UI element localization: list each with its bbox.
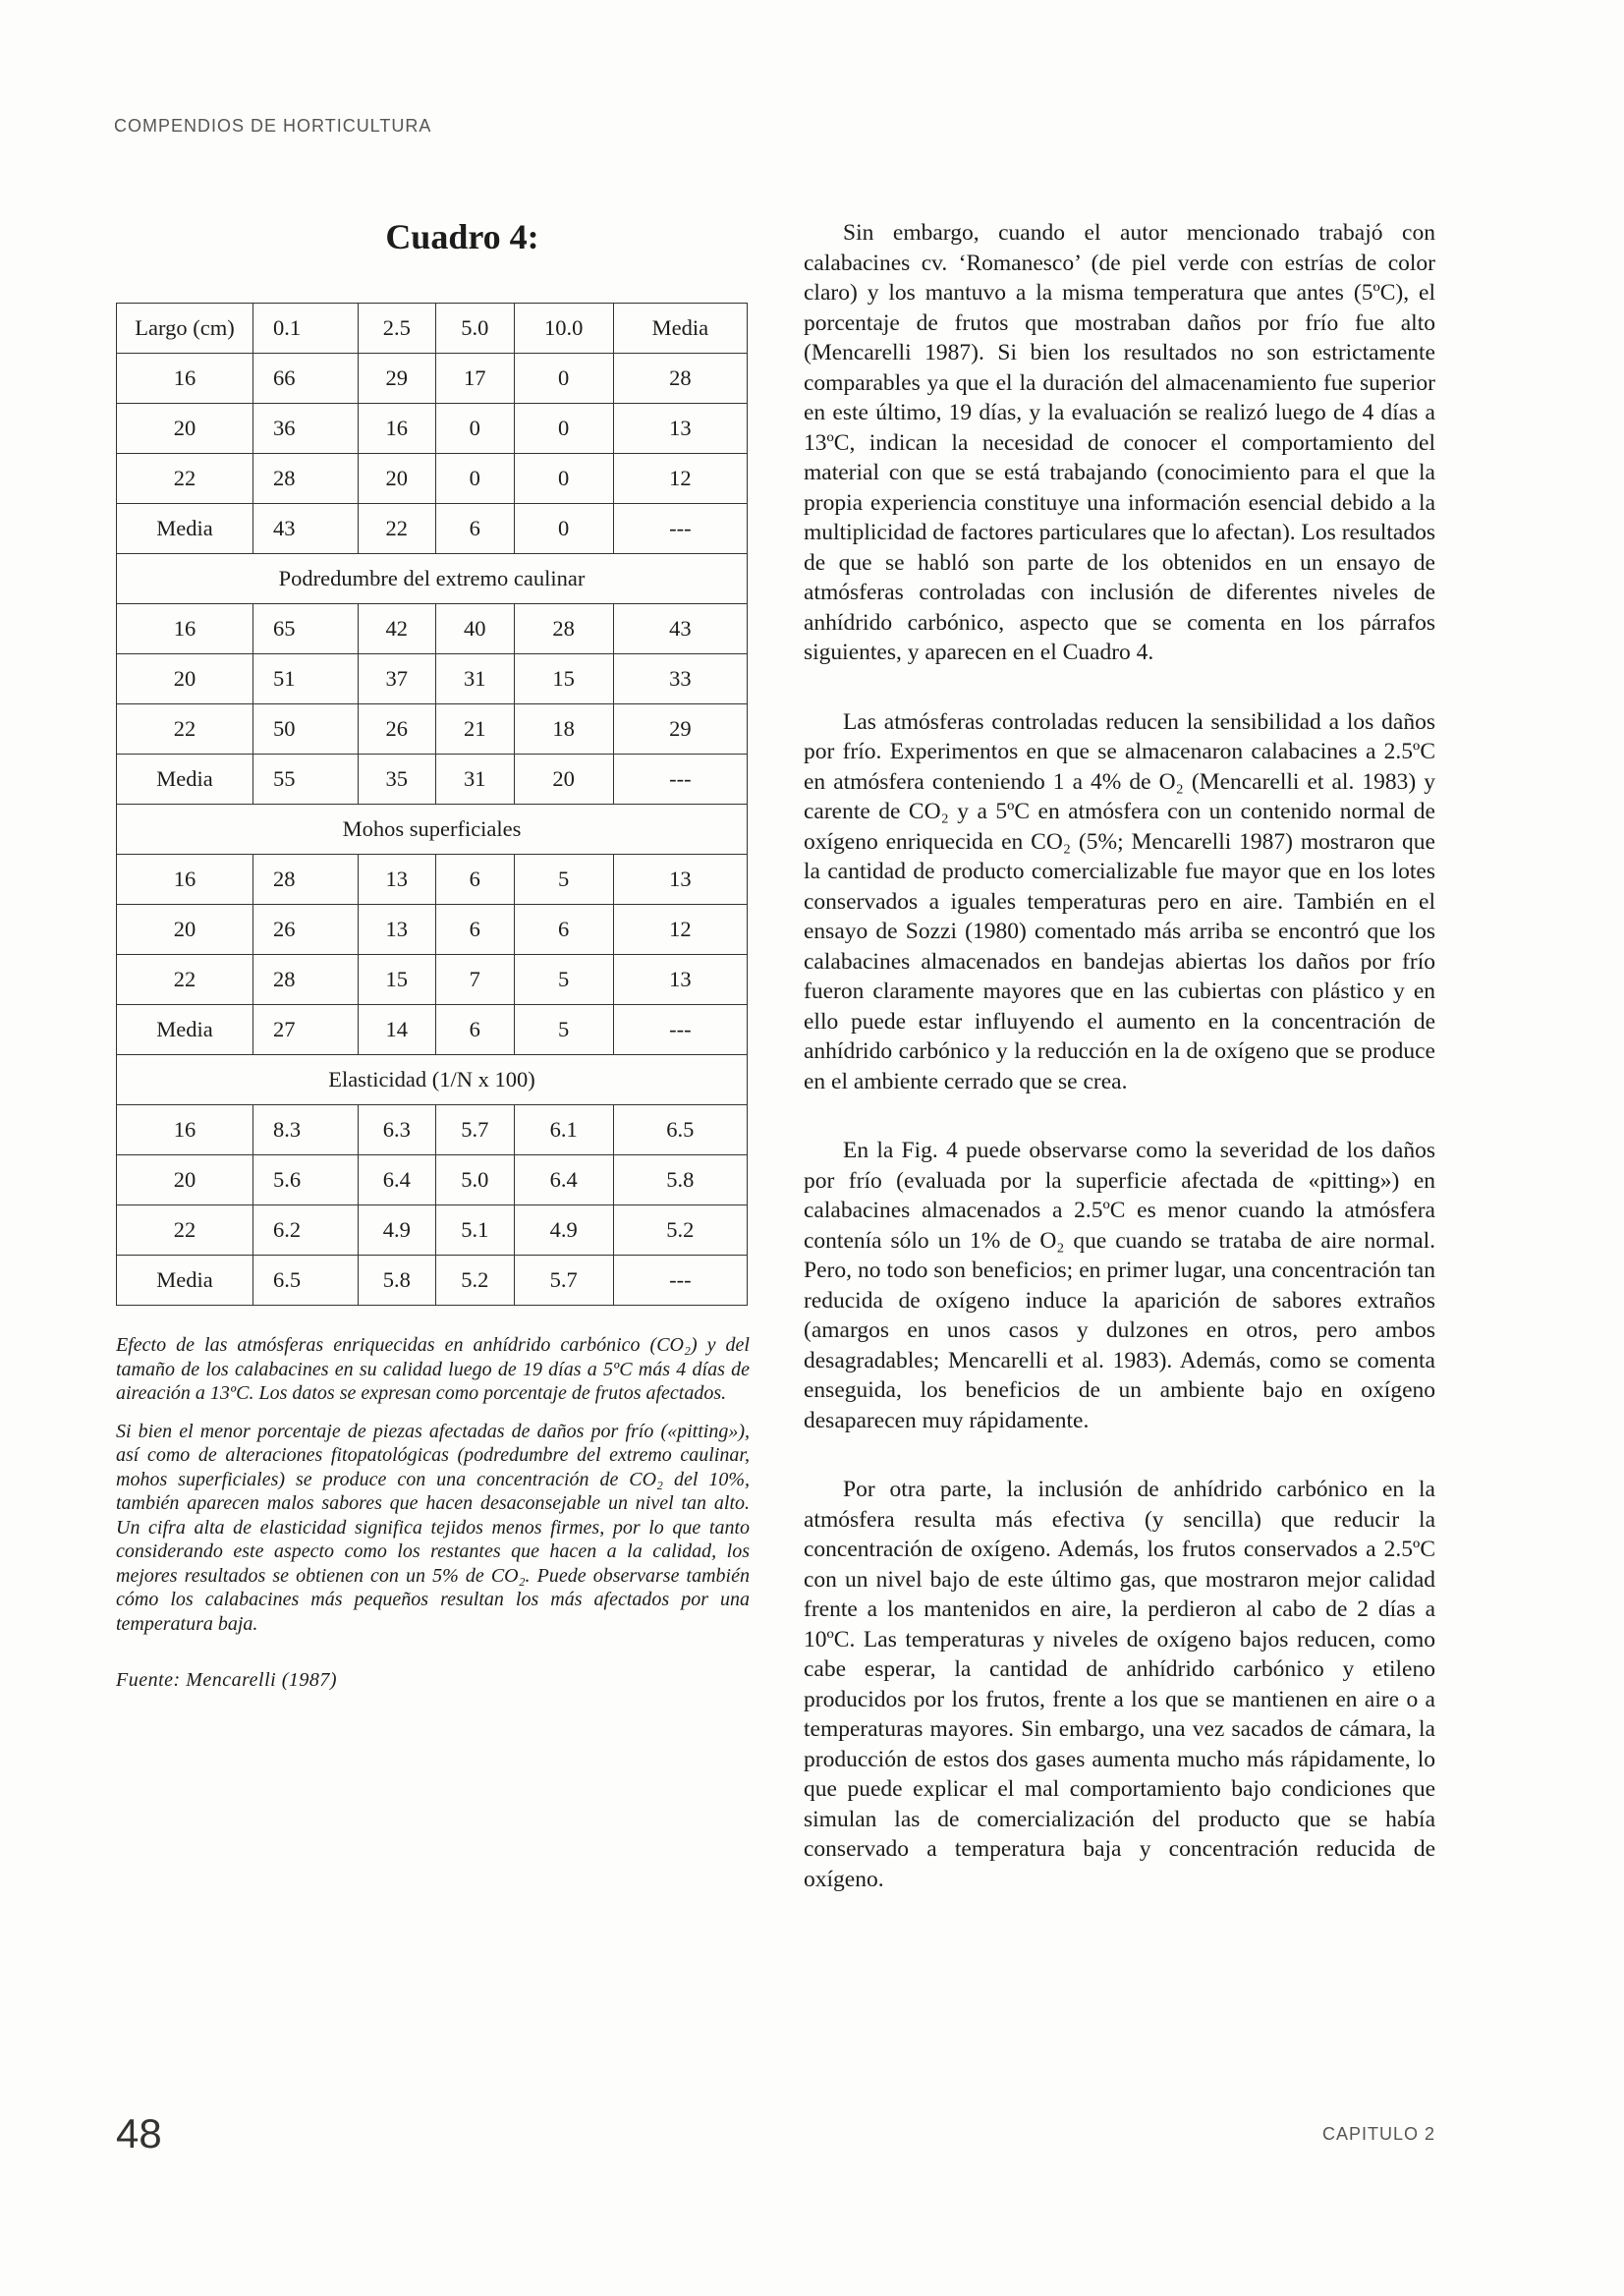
table-cell: 6: [514, 905, 613, 955]
table-cell: 13: [613, 955, 747, 1005]
table-cell: 6: [436, 504, 514, 554]
table-cell: Media: [117, 755, 253, 805]
table-cell: Media: [117, 1005, 253, 1055]
table-cell: 0: [514, 454, 613, 504]
table-row: [117, 1105, 748, 1155]
table-cell: 0: [436, 404, 514, 454]
table-cell: 28: [253, 454, 359, 504]
table-cell: 5.6: [253, 1155, 359, 1205]
table-cell: 6.3: [358, 1105, 435, 1155]
table-cell: 5: [514, 855, 613, 905]
table-row: [117, 855, 748, 905]
table-cell: 8.3: [253, 1105, 359, 1155]
table-cell: 5.7: [514, 1256, 613, 1306]
table-cell: 4.9: [358, 1205, 435, 1256]
data-table: [116, 303, 748, 1306]
table-row: [117, 955, 748, 1005]
table-header-row: [117, 304, 748, 354]
body-paragraph-4: Por otra parte, la inclusión de anhídrido carbónico en la atmósfera resulta más efectiva (y sencilla) que reducir la concentración de oxígeno. Además, los frutos conservados a 2.5ºC con un nivel bajo de este último gas, que mostraron mejor calidad frente a los mantenidos en aire, la perdieron al cabo de 2 días a 10ºC. Las temperaturas y niveles de oxígeno bajos reducen, como cabe esperar, la cantidad de anhídrido carbónico y etileno producidos por los frutos, frente a los que se mantienen en aire o a temperaturas mayores. Sin embargo, una vez sacados de cámara, la producción de estos dos gases aumenta mucho más rápidamente, lo que puede explicar el mal comportamiento bajo condiciones que simulan las de comercialización del producto que se había conservado a temperatura baja y concentración reducida de oxígeno.: [804, 1477, 1435, 1892]
table-row: [117, 1155, 748, 1205]
table-cell: 5: [514, 955, 613, 1005]
table-column: [116, 216, 750, 1692]
table-cell: 31: [436, 654, 514, 704]
table-cell: 51: [253, 654, 359, 704]
table-cell: 13: [358, 905, 435, 955]
table-section-title: Mohos superficiales: [117, 805, 748, 855]
table-cell: 14: [358, 1005, 435, 1055]
body-paragraph-3: En la Fig. 4 puede observarse como la severidad de los daños por frío (evaluada por la superficie afectada de «pitting») en calabacines almacenados a 2.5ºC es menor cuando la atmósfera contenía sólo un 1% de O₂ que cuando se trataba de aire normal. Pero, no todo son beneficios; en primer lugar, una concentración tan reducida de oxígeno induce la aparición de sabores extraños (amargos en unos casos y dulzones en otros, pero ambos desagradables; Mencarelli et al. 1983). Además, como se comenta enseguida, los beneficios de un ambiente bajo en oxígeno desaparecen muy rápidamente.: [804, 1138, 1435, 1433]
table-cell: 50: [253, 704, 359, 755]
table-header-cell: 5.0: [436, 304, 514, 354]
table-cell: 29: [613, 704, 747, 755]
table-section-row: [117, 1055, 748, 1105]
table-section-row: [117, 554, 748, 604]
table-source: Fuente: Mencarelli (1987): [116, 1669, 338, 1691]
table-header-cell: 10.0: [514, 304, 613, 354]
table-cell: 5.7: [436, 1105, 514, 1155]
table-cell: 5.0: [436, 1155, 514, 1205]
table-cell: 16: [358, 404, 435, 454]
table-cell: 66: [253, 354, 359, 404]
table-cell: 5.2: [436, 1256, 514, 1306]
table-section-row: [117, 805, 748, 855]
table-cell: 20: [117, 1155, 253, 1205]
table-cell: ---: [613, 755, 747, 805]
table-cell: 22: [117, 1205, 253, 1256]
table-cell: 22: [117, 955, 253, 1005]
table-cell: 15: [358, 955, 435, 1005]
table-cell: 37: [358, 654, 435, 704]
table-section-title: Elasticidad (1/N x 100): [117, 1055, 748, 1105]
table-cell: 13: [613, 404, 747, 454]
table-cell: 20: [117, 905, 253, 955]
table-cell: 6.4: [358, 1155, 435, 1205]
table-cell: 20: [117, 404, 253, 454]
body-paragraph-1: Sin embargo, cuando el autor mencionado trabajó con calabacines cv. ‘Romanesco’ (de piel verde con estrías de color claro) y los mantuvo a la misma temperatura que antes (5ºC), el porcentaje de frutos que mostraban daños por frío fue alto (Mencarelli 1987). Si bien los resultados no son estrictamente comparables ya que el la duración del almacenamiento fue superior en este último, 19 días, y la evaluación se realizó luego de 4 días a 13ºC, indican la necesidad de conocer el comportamiento del material con que se está trabajando (conocimiento para el que la propia experiencia constituye una información esencial debido a la multiplicidad de factores particulares que lo afectan). Los resultados de que se habló son parte de los obtenidos en un ensayo de atmósferas controladas con inclusión de diferentes niveles de anhídrido carbónico, aspecto que se comenta en los párrafos siguientes, y aparecen en el Cuadro 4.: [804, 220, 1435, 665]
table-header-cell: 2.5: [358, 304, 435, 354]
table-title: Cuadro 4:: [385, 217, 539, 256]
table-cell: 35: [358, 755, 435, 805]
table-cell: 15: [514, 654, 613, 704]
table-cell: 43: [253, 504, 359, 554]
table-cell: 18: [514, 704, 613, 755]
table-cell: 22: [358, 504, 435, 554]
table-row: [117, 1256, 748, 1306]
table-cell: 6.1: [514, 1105, 613, 1155]
table-cell: ---: [613, 1005, 747, 1055]
chapter-label: CAPITULO 2: [1321, 2124, 1435, 2144]
table-cell: 20: [117, 654, 253, 704]
table-cell: 21: [436, 704, 514, 755]
table-cell: 28: [613, 354, 747, 404]
table-cell: 40: [436, 604, 514, 654]
table-cell: 12: [613, 905, 747, 955]
table-row: [117, 504, 748, 554]
caption-paragraph-1: Efecto de las atmósferas enriquecidas en anhídrido carbónico (CO₂) y del tamaño de los calabacines en su calidad luego de 19 días a 5ºC más 4 días de aireación a 13ºC. Los datos se expresan como porcentaje de frutos afectados.: [116, 1334, 750, 1404]
table-cell: 6: [436, 905, 514, 955]
table-cell: Media: [117, 1256, 253, 1306]
table-cell: 31: [436, 755, 514, 805]
table-header-cell: Largo (cm): [117, 304, 253, 354]
table-section-title: Podredumbre del extremo caulinar: [117, 554, 748, 604]
table-cell: 22: [117, 454, 253, 504]
table-cell: 13: [613, 855, 747, 905]
table-cell: 65: [253, 604, 359, 654]
table-cell: 0: [514, 504, 613, 554]
table-cell: 29: [358, 354, 435, 404]
table-row: [117, 354, 748, 404]
table-cell: 55: [253, 755, 359, 805]
table-row: [117, 1005, 748, 1055]
table-row: [117, 704, 748, 755]
table-cell: 27: [253, 1005, 359, 1055]
table-cell: 22: [117, 704, 253, 755]
table-cell: 33: [613, 654, 747, 704]
table-cell: 5.2: [613, 1205, 747, 1256]
body-paragraph-2: Las atmósferas controladas reducen la sensibilidad a los daños por frío. Experimentos en que se almacenaron calabacines a 2.5ºC en atmósfera conteniendo 1 a 4% de O₂ (Mencarelli et al. 1983) y carente de CO₂ y a 5ºC en atmósfera con un contenido normal de oxígeno enriquecida en CO₂ (5%; Mencarelli 1987) mostraron que la cantidad de producto comercializable fue mayor que en los lotes conservados a iguales temperaturas pero en aire. También en el ensayo de Sozzi (1980) comentado más arriba se encontró que los calabacines almacenados en bandejas abiertas los daños por frío fueron claramente mayores que en las cubiertas con plástico y en ello puede estar influyendo el aumento en la concentración de anhídrido carbónico y la reducción en la de oxígeno que se produce en el ambiente cerrado que se crea.: [804, 708, 1435, 1094]
table-row: [117, 404, 748, 454]
table-row: [117, 654, 748, 704]
table-cell: 5: [514, 1005, 613, 1055]
body-text-column: [804, 218, 1435, 1933]
table-row: [117, 454, 748, 504]
page-number: 48: [116, 2110, 162, 2156]
table-cell: 20: [514, 755, 613, 805]
table-cell: 6.5: [613, 1105, 747, 1155]
table-cell: 5.1: [436, 1205, 514, 1256]
table-cell: ---: [613, 1256, 747, 1306]
table-cell: 26: [358, 704, 435, 755]
table-row: [117, 1205, 748, 1256]
table-cell: 26: [253, 905, 359, 955]
table-cell: 16: [117, 855, 253, 905]
table-row: [117, 755, 748, 805]
table-cell: 43: [613, 604, 747, 654]
table-cell: 6.5: [253, 1256, 359, 1306]
table-cell: 4.9: [514, 1205, 613, 1256]
table-cell: 28: [253, 955, 359, 1005]
table-caption: [116, 1333, 750, 1636]
table-cell: 6: [436, 855, 514, 905]
table-cell: 0: [514, 354, 613, 404]
table-cell: Media: [117, 504, 253, 554]
table-row: [117, 905, 748, 955]
table-header-cell: Media: [613, 304, 747, 354]
table-cell: 12: [613, 454, 747, 504]
table-cell: 20: [358, 454, 435, 504]
caption-paragraph-2: Si bien el menor porcentaje de piezas afectadas de daños por frío («pitting»), así como de alteraciones fitopatológicas (podredumbre del extremo caulinar, mohos superficiales) se produce con una concentración de CO₂ del 10%, también aparecen malos sabores que hacen desaconsejable un nivel tan alto. Un cifra alta de elasticidad significa tejidos menos firmes, por lo que tanto considerando este aspecto como los restantes que hacen a la calidad, los mejores resultados se obtienen con un 5% de CO₂. Puede observarse también cómo los calabacines más pequeños resultan los más afectados por una temperatura baja.: [116, 1420, 750, 1635]
table-cell: 36: [253, 404, 359, 454]
table-cell: 7: [436, 955, 514, 1005]
table-header-cell: 0.1: [253, 304, 359, 354]
table-cell: 13: [358, 855, 435, 905]
table-cell: 28: [253, 855, 359, 905]
table-cell: 28: [514, 604, 613, 654]
table-cell: 5.8: [358, 1256, 435, 1306]
table-cell: 6: [436, 1005, 514, 1055]
running-head: COMPENDIOS DE HORTICULTURA: [114, 116, 432, 136]
table-cell: 16: [117, 604, 253, 654]
table-cell: ---: [613, 504, 747, 554]
table-cell: 6.4: [514, 1155, 613, 1205]
table-cell: 17: [436, 354, 514, 404]
table-cell: 42: [358, 604, 435, 654]
table-cell: 5.8: [613, 1155, 747, 1205]
table-cell: 6.2: [253, 1205, 359, 1256]
table-cell: 16: [117, 354, 253, 404]
table-cell: 0: [514, 404, 613, 454]
table-cell: 16: [117, 1105, 253, 1155]
table-cell: 0: [436, 454, 514, 504]
table-row: [117, 604, 748, 654]
